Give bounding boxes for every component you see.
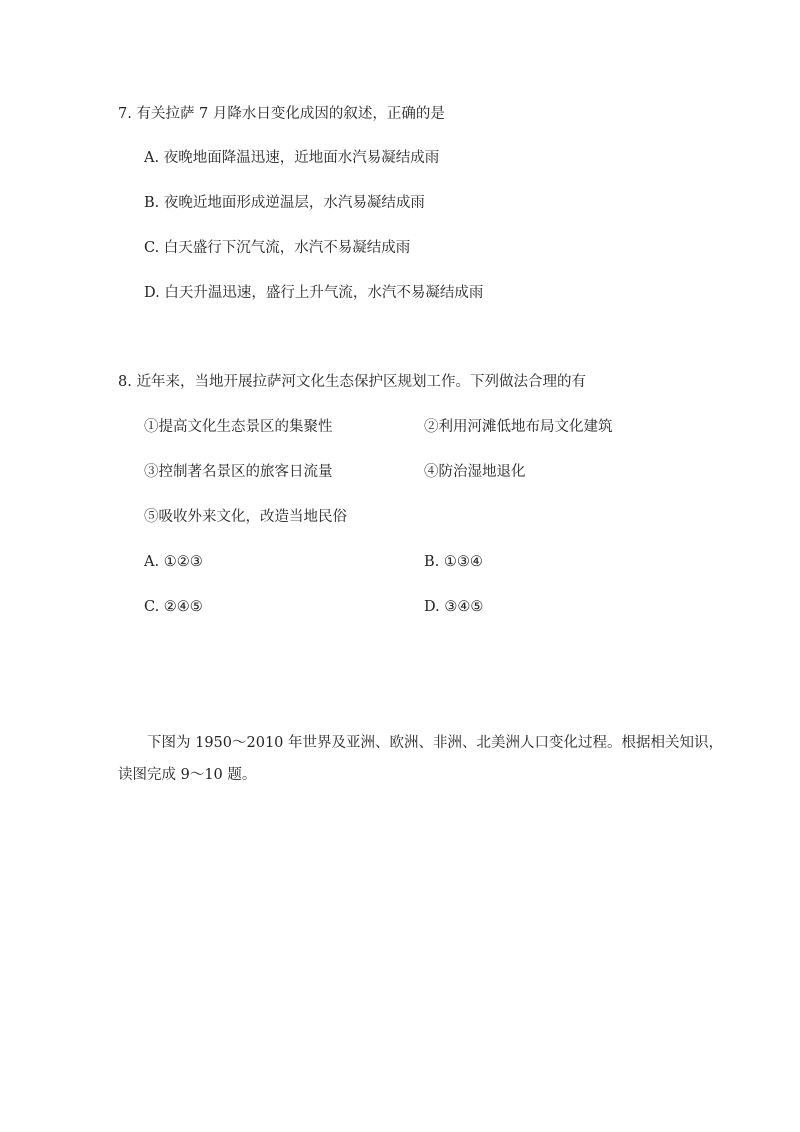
- q8-option-b: B. ①③④: [424, 554, 483, 570]
- q8-item-5: ⑤吸收外来文化，改造当地民俗: [144, 509, 347, 525]
- q7-option-d: D. 白天升温迅速，盛行上升气流，水汽不易凝结成雨: [144, 285, 484, 301]
- q8-option-d: D. ③④⑤: [424, 599, 484, 615]
- q8-item-3: ③控制著名景区的旅客日流量: [144, 464, 333, 480]
- q7-option-c: C. 白天盛行下沉气流，水汽不易凝结成雨: [144, 240, 411, 256]
- q8-item-4: ④防治湿地退化: [424, 464, 526, 480]
- q7-stem: 7. 有关拉萨 7 月降水日变化成因的叙述，正确的是: [118, 106, 445, 122]
- q8-item-1: ①提高文化生态景区的集聚性: [144, 419, 333, 435]
- q8-stem: 8. 近年来，当地开展拉萨河文化生态保护区规划工作。下列做法合理的有: [118, 374, 586, 390]
- intro-line-1: 下图为 1950～2010 年世界及亚洲、欧洲、非洲、北美洲人口变化过程。根据相关知识，: [118, 735, 724, 751]
- q7-option-b: B. 夜晚近地面形成逆温层，水汽易凝结成雨: [144, 195, 425, 211]
- intro-line-2: 读图完成 9～10 题。: [118, 767, 257, 783]
- q8-option-c: C. ②④⑤: [144, 599, 203, 615]
- q8-item-2: ②利用河滩低地布局文化建筑: [424, 419, 613, 435]
- q7-option-a: A. 夜晚地面降温迅速，近地面水汽易凝结成雨: [144, 150, 440, 166]
- q8-option-a: A. ①②③: [144, 554, 203, 570]
